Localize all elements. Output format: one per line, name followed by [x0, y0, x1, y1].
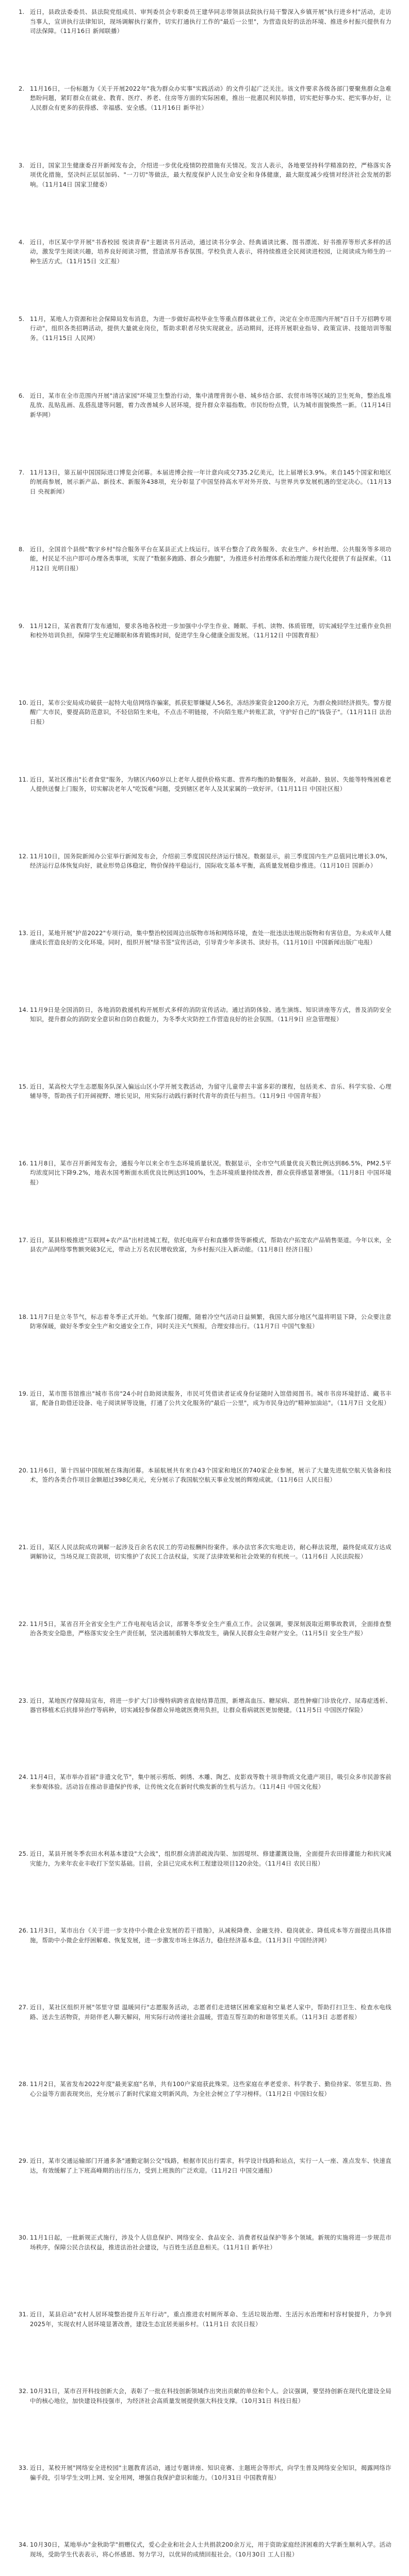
news-item-text: 近日，某社区推出"长者食堂"服务，为辖区内60岁以上老年人提供价格实惠、营养均衡的助餐服务，对高龄、独居、失能等特殊困难老人提供送餐上门服务，切实解决老年人"吃饭难"问题，受到辖区老年人及其家属的一致好评。（11月11日 中国社区报） [30, 775, 391, 793]
news-item-number: 9. [19, 622, 25, 630]
news-item [19, 698, 391, 771]
news-item-number: 5. [19, 315, 25, 323]
news-item [19, 238, 391, 310]
news-item-text: 11月3日，某市出台《关于进一步支持中小微企业发展的若干措施》，从减税降费、金融支持、稳岗就业、降低成本等方面提出具体措施，帮助中小微企业纾困解难、恢复发展，进一步激发市场主体活力，稳住经济基本盘。（11月3日 中国经济网） [30, 1927, 391, 1944]
news-item-text: 近日，某校开展"网络安全进校园"主题教育活动，通过专题讲座、知识竞赛、主题班会等形式，向学生普及网络安全知识，揭露网络诈骗手段，引导学生文明上网、安全用网，增强自我保护意识和能力。（10月31日 中国教育报） [30, 2464, 391, 2481]
news-item [19, 468, 391, 540]
news-item-text: 11月，某地人力资源和社会保障局发布消息，为进一步做好高校毕业生等重点群体就业工作，决定在全市范围内开展"百日千万招聘专项行动"，组织各类招聘活动，提供大量就业岗位，帮助求职者尽快实现就业。活动期间，还将开展职业指导、政策宣讲、技能培训等服务。（11月15日 人民网） [30, 315, 391, 342]
news-item [19, 545, 391, 617]
news-item-text: 近日，某社区组织开展"邻里守望 温暖同行"志愿服务活动，志愿者们走进辖区困难家庭和空巢老人家中，帮助打扫卫生、检查水电线路、送去生活物资，并陪伴老人聊天解闷，用实际行动传递社会温暖，营造互帮互助的和谐邻里关系。（11月3日 志愿者报） [30, 2004, 391, 2021]
news-item-number: 15. [19, 1082, 28, 1090]
news-item-number: 28. [19, 2080, 28, 2088]
news-item [19, 621, 391, 694]
news-item-number: 19. [19, 1389, 28, 1397]
news-item-number: 2. [19, 84, 25, 92]
news-item [19, 2310, 391, 2382]
news-item-number: 7. [19, 468, 25, 476]
news-item [19, 1619, 391, 1692]
news-item [19, 1389, 391, 1462]
news-item-text: 11月9日是全国消防日，各地消防救援机构开展形式多样的消防宣传活动。通过消防体验、逃生演练、知识讲座等方式，普及消防安全知识，提升群众的消防安全意识和自防自救能力，为冬季火灾防控工作营造良好的社会氛围。（11月9日 应急管理报） [30, 1006, 391, 1023]
news-item [19, 1696, 391, 1769]
news-item-number: 13. [19, 929, 28, 937]
news-item-text: 11月7日是立冬节气，标志着冬季正式开始。气象部门提醒，随着冷空气活动日益频繁，我国大部分地区气温将明显下降，公众要注意防寒保暖，做好冬季安全生产和交通安全工作，同时关注天气预报，合理安排出行。（11月7日 中国气象报） [30, 1313, 391, 1330]
news-item [19, 1159, 391, 1231]
news-item-number: 11. [19, 775, 28, 783]
news-item-number: 22. [19, 1620, 28, 1628]
news-item [19, 2386, 391, 2459]
news-item [19, 1849, 391, 1922]
news-item-number: 27. [19, 2004, 28, 2011]
news-item [19, 1312, 391, 1385]
news-item-text: 近日，市区某中学开展"书香校园 悦读青春"主题读书月活动，通过读书分享会、经典诵读比赛、图书漂流、好书推荐等形式多样的活动，激发学生阅读兴趣，培养良好阅读习惯，营造浓厚书香氛围。学校负责人表示，将持续推进全民阅读进校园，让阅读成为师生的一种生活方式。（11月15日 文汇报） [30, 238, 391, 265]
news-item-text: 11月16日，一份标题为《关于开展2022年"我为群众办实事"实践活动》的文件引起广泛关注。该文件要求各级各部门要聚焦群众急难愁盼问题，紧盯群众在就业、教育、医疗、养老、住房等方面的实际困难，推出一批惠民利民举措，切实把好事办实、把实事办好，让人民群众有更多的获得感、幸福感、安全感。（11月16日 新华社） [30, 84, 391, 111]
news-item-text: 11月13日，第五届中国国际进口博览会闭幕。本届进博会按一年计意向成交735.2亿美元，比上届增长3.9%。来自145个国家和地区的展商参展，展示新产品、新技术、新服务438项，充分彰显了中国坚持高水平对外开放、与世界共享发展机遇的坚定决心。（11月13日 央视新闻） [30, 468, 391, 495]
news-item [19, 1466, 391, 1538]
news-item-number: 23. [19, 1697, 28, 1704]
news-item-text: 近日，全国首个县级"数字乡村"综合服务平台在某县正式上线运行。该平台整合了政务服务、农业生产、乡村治理、公共服务等多项功能，村民足不出户即可办理各类事项，实现了"数据多跑路、群众少跑腿"，为推进乡村治理体系和治理能力现代化提供了有益探索。（11月12日 光明日报） [30, 545, 391, 572]
news-item-number: 26. [19, 1927, 28, 1935]
news-item-text: 近日，某地医疗保障局宣布，将进一步扩大门诊慢特病跨省直接结算范围，新增高血压、糖尿病、恶性肿瘤门诊放化疗、尿毒症透析、器官移植术后抗排异治疗等病种，切实减轻参保群众异地就医费用负担，让群众看病就医更加便捷。（11月5日 中国医疗保险） [30, 1697, 391, 1714]
news-item-text: 11月4日，某市举办首届"非遗文化节"，集中展示剪纸、刺绣、木雕、陶艺、皮影戏等数十项非物质文化遗产项目，吸引众多市民游客前来参观体验。活动旨在推动非遗保护传承，让传统文化在新时代焕发新的生机与活力。（11月4日 中国文化报） [30, 1773, 391, 1790]
news-item-number: 34. [19, 2541, 28, 2549]
news-item-number: 25. [19, 1850, 28, 1858]
news-item [19, 2156, 391, 2229]
news-item-number: 4. [19, 238, 25, 246]
news-item-text: 11月10日，国务院新闻办公室举行新闻发布会，介绍前三季度国民经济运行情况。数据显示，前三季度国内生产总值同比增长3.0%，经济运行总体恢复向好，就业形势总体稳定，物价保持平稳运行，国际收支基本平衡，高质量发展稳步推进。（11月10日 国新办） [30, 852, 391, 870]
news-item [19, 1543, 391, 1615]
news-item-text: 近日，某地开展"护苗2022"专项行动，集中整治校园周边出版物市场和网络环境，查处一批违法违规出版物和有害信息，为未成年人健康成长营造良好的文化环境。同时，组织开展"绿书签"宣传活动，引导青少年多读书、读好书。（11月10日 中国新闻出版广电报） [30, 929, 391, 946]
news-item-text: 11月6日，第十四届中国航展在珠海闭幕。本届航展共有来自43个国家和地区的740家企业参展，展示了大量先进航空航天装备和技术，签约各类合作项目金额超过398亿美元，充分展示了我国航空航天事业发展的辉煌成就。（11月6日 人民日报） [30, 1466, 391, 1484]
news-item-text: 10月30日，某地举办"金秋助学"捐赠仪式，爱心企业和社会人士共捐款200余万元，用于资助家庭经济困难的大学新生顺利入学。活动现场，受助学生代表表示，将心怀感恩、努力学习，以优异的成绩回报社会。（10月30日 工人日报） [30, 2541, 391, 2558]
news-item-text: 近日，某市交通运输部门开通多条"通勤定制公交"线路，根据市民出行需求，科学设计线路和站点，实行一人一座、准点发车、快速直达，有效缓解了上下班高峰期的出行压力，受到上班族的广泛欢迎。（11月2日 中国交通报） [30, 2157, 391, 2174]
news-item [19, 2233, 391, 2306]
news-item-text: 11月8日，某市召开新闻发布会，通报今年以来全市生态环境质量状况。数据显示，全市空气质量优良天数比例达到86.5%，PM2.5平均浓度同比下降9.2%，地表水国考断面水质优良比例达到100%，生态环境质量持续改善，群众获得感显著增强。（11月8日 中国环境报） [30, 1159, 391, 1186]
news-item-number: 14. [19, 1006, 28, 1013]
news-item-number: 20. [19, 1466, 28, 1474]
news-item-text: 11月2日，某省发布2022年度"最美家庭"名单，共有100户家庭获此殊荣。这些家庭在孝老爱亲、科学教子、勤俭持家、邻里互助、热心公益等方面表现突出，充分展示了新时代家庭文明新风尚，为全社会树立了学习榜样。（11月2日 中国妇女报） [30, 2080, 391, 2097]
news-item-number: 30. [19, 2234, 28, 2242]
news-item-text: 近日，某县积极推进"互联网+农产品"出村进城工程，依托电商平台和直播带货等新模式，帮助农户拓宽农产品销售渠道。今年以来，全县农产品网络零售额突破3亿元，带动上万名农民增收致富，为乡村振兴注入新动能。（11月8日 经济日报） [30, 1236, 391, 1253]
news-item [19, 7, 391, 80]
news-item [19, 2003, 391, 2075]
news-item-number: 16. [19, 1159, 28, 1167]
news-item [19, 84, 391, 157]
news-item-number: 1. [19, 8, 25, 15]
news-item-number: 12. [19, 852, 28, 860]
news-item-text: 近日，某市图书馆推出"城市书房"24小时自助阅读服务，市民可凭借读者证或身份证随时入馆借阅图书。城市书房环境舒适、藏书丰富，配备自助借还设备、电子阅读屏等设施，打通了公共文化服务的"最后一公里"，成为市民身边的"精神加油站"。（11月7日 文化报） [30, 1389, 391, 1407]
news-item [19, 314, 391, 387]
news-item [19, 1082, 391, 1155]
news-item-number: 8. [19, 545, 25, 553]
news-item [19, 161, 391, 233]
news-item-text: 近日，某市公安局成功破获一起特大电信网络诈骗案，抓获犯罪嫌疑人56名，冻结涉案资金1200余万元，为群众挽回经济损失。警方提醒广大市民，要提高防范意识，不轻信陌生来电，不点击不明链接，不向陌生账户转账汇款，守护好自己的"钱袋子"。（11月11日 法治日报） [30, 699, 391, 725]
news-item [19, 852, 391, 924]
news-item-number: 29. [19, 2157, 28, 2165]
news-item-text: 近日，县政法委委员、县法院党组成员、审判委员会专职委员王建华同志带领县法院执行局干警深入乡镇开展"执行进乡村"活动，走访当事人，宣讲执行法律知识，现场调解执行案件，切实打通执行工作的"最后一公里"，为营造良好的法治环境、推进乡村振兴提供有力司法保障。（11月16日 新闻联播） [30, 8, 391, 35]
news-item [19, 1772, 391, 1845]
news-item [19, 1235, 391, 1308]
news-item [19, 928, 391, 1001]
news-item [19, 1926, 391, 1998]
news-item-text: 近日，某高校大学生志愿服务队深入偏远山区小学开展支教活动，为留守儿童带去丰富多彩的课程，包括美术、音乐、科学实验、心理辅导等，帮助孩子们开阔视野、增长见识，用实际行动践行新时代青年的责任与担当。（11月9日 中国青年报） [30, 1082, 391, 1100]
news-item [19, 391, 391, 464]
news-item-text: 近日，某县启动"农村人居环境整治提升五年行动"，重点推进农村厕所革命、生活垃圾治理、生活污水治理和村容村貌提升，力争到2025年，实现农村人居环境显著改善，建设生态宜居美丽乡村。（11月1日 农民日报） [30, 2311, 391, 2328]
news-item-number: 24. [19, 1773, 28, 1781]
news-item-text: 11月12日，某省教育厅发布通知，要求各地各校进一步加强中小学生作业、睡眠、手机、读物、体质管理，切实减轻学生过重作业负担和校外培训负担，保障学生充足睡眠和体育锻炼时间，促进学生身心健康全面发展。（11月12日 中国教育报） [30, 622, 391, 639]
news-item [19, 775, 391, 848]
news-item [19, 2463, 391, 2536]
news-item-text: 11月5日，某省召开全省安全生产工作电视电话会议，部署冬季安全生产重点工作。会议强调，要深刻汲取近期事故教训，全面排查整治各类安全隐患，严格落实安全生产责任制，坚决遏制重特大事故发生，确保人民群众生命财产安全。（11月5日 安全生产报） [30, 1620, 391, 1637]
news-item-text: 近日，某区人民法院成功调解一起涉及百余名农民工的劳动报酬纠纷案件。承办法官多次实地走访，耐心释法说理，最终促成双方达成调解协议，当场兑现工资款项，切实维护了农民工合法权益，实现了法律效果和社会效果的有机统一。（11月6日 人民法院报） [30, 1543, 391, 1561]
news-item [19, 2079, 391, 2152]
news-item-number: 31. [19, 2311, 28, 2318]
news-item-number: 32. [19, 2387, 28, 2395]
news-item-number: 18. [19, 1313, 28, 1320]
news-item-text: 10月31日，某市召开科技创新大会，表彰了一批在科技创新领域作出突出贡献的单位和个人。会议强调，要坚持创新在现代化建设全局中的核心地位，加快建设科技强市，为经济社会高质量发展提供强大科技支撑。（10月31日 科技日报） [30, 2387, 391, 2404]
news-item-number: 3. [19, 161, 25, 169]
news-item-number: 33. [19, 2464, 28, 2472]
news-item-text: 近日，某县开展冬季农田水利基本建设"大会战"，组织群众清淤疏浚沟渠、加固堤坝、修建灌溉设施，全面提升农田排灌能力和抗灾减灾能力，为来年农业丰收打下坚实基础。目前，全县已完成水利工程建设项目120余处。（11月4日 农民日报） [30, 1850, 391, 1867]
news-item-number: 6. [19, 392, 25, 399]
news-item-text: 近日，国家卫生健康委召开新闻发布会，介绍进一步优化疫情防控措施有关情况。发言人表示，各地要坚持科学精准防控，严格落实各项优化措施，坚决纠正层层加码、"一刀切"等做法，最大程度保护人民生命安全和身体健康，最大限度减少疫情对经济社会发展的影响。（11月14日 国家卫健委） [30, 161, 391, 188]
news-item-text: 11月1日起，一批新规正式施行，涉及个人信息保护、网络安全、食品安全、消费者权益保护等多个领域。新规的实施将进一步规范市场秩序，保障公民合法权益，推进法治社会建设，与百姓生活息息相关。（11月1日 新华社） [30, 2234, 391, 2251]
news-item-text: 近日，某市在全市范围内开展"清洁家园"环境卫生整治行动，集中清理背街小巷、城乡结合部、农贸市场等区域的卫生死角，整治乱堆乱放、乱贴乱画、乱搭乱建等问题，着力改善城乡人居环境，提升群众幸福指数。市民纷纷点赞，认为城市面貌焕然一新。（11月14日 新华网） [30, 392, 391, 418]
news-item-number: 10. [19, 699, 28, 706]
news-item-number: 21. [19, 1543, 28, 1551]
news-item [19, 2540, 391, 2576]
news-item-number: 17. [19, 1236, 28, 1244]
news-item [19, 1005, 391, 1078]
